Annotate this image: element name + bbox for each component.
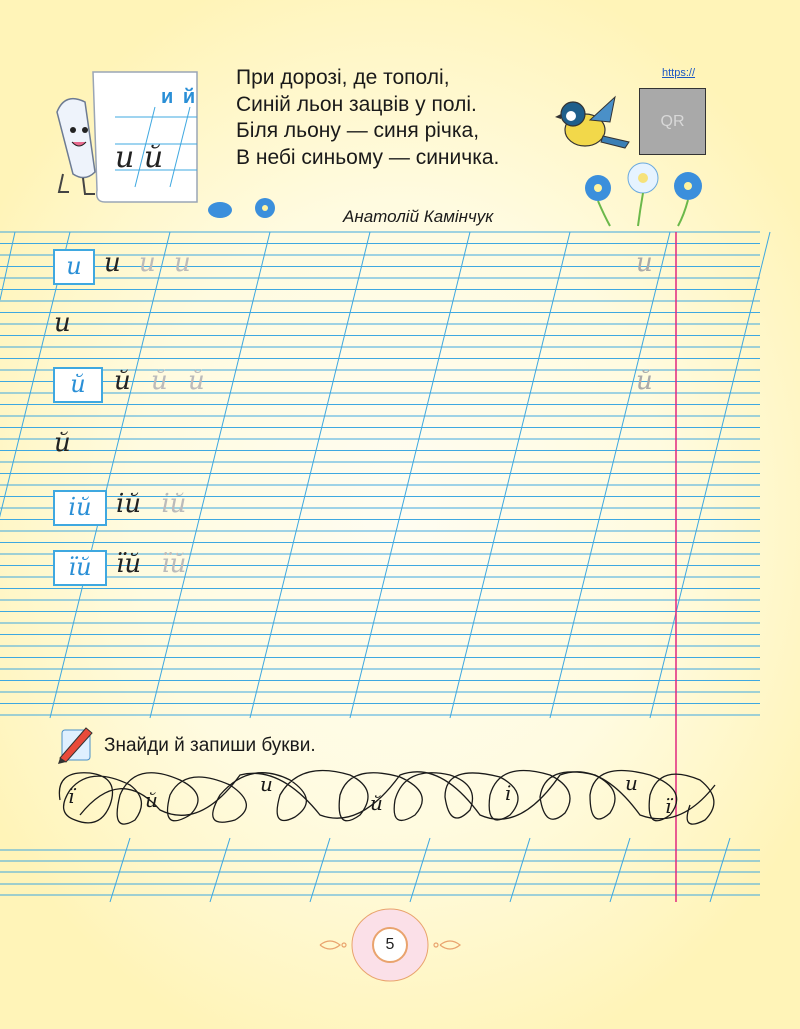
tangle-letter: и <box>260 772 273 796</box>
slant-line <box>510 838 530 902</box>
poem-line: В небі синьому — синичка. <box>236 145 500 169</box>
slant-line <box>50 232 170 718</box>
written-letters <box>116 549 186 579</box>
written-letters <box>104 248 191 278</box>
written-letter: їй <box>116 549 142 579</box>
slant-line <box>450 232 570 718</box>
poem-line: При дорозі, де тополі, <box>236 66 450 89</box>
slant-line <box>650 232 770 718</box>
written-letters <box>116 489 186 519</box>
written-letter: и <box>104 248 121 278</box>
written-letter: ій <box>116 489 142 519</box>
written-letter: и <box>54 308 71 338</box>
script-letters: и й <box>115 140 164 175</box>
written-letters <box>114 366 205 396</box>
letter-sample-box: їй <box>53 550 107 586</box>
letter-tangle <box>50 755 730 835</box>
tracing-letter: їй <box>161 549 187 579</box>
letter-sample-box: ій <box>53 490 107 526</box>
tracing-letter: и <box>174 248 191 278</box>
slant-line <box>150 232 270 718</box>
tracing-letter: и <box>139 248 156 278</box>
slant-line <box>710 838 730 902</box>
poem-line: Біля льону — синя річка, <box>236 119 480 142</box>
slant-line <box>550 232 670 718</box>
bird-icon <box>555 92 635 157</box>
slant-line <box>410 838 430 902</box>
qr-label: QR <box>660 112 685 130</box>
tracing-letter: й <box>151 366 168 396</box>
written-letter: й <box>54 428 71 458</box>
slant-line <box>0 232 70 718</box>
row-end-letter: и <box>636 248 653 278</box>
tangle-letter: й <box>370 791 383 815</box>
written-letter: й <box>114 366 131 396</box>
letter-sample-box: и <box>53 249 95 285</box>
slant-line <box>610 838 630 902</box>
qr-code[interactable] <box>639 88 706 155</box>
tangle-letter: і <box>505 781 512 805</box>
task-instruction: Знайди й запиши букви. <box>104 735 316 756</box>
letter-sample-box: й <box>53 367 103 403</box>
poem-author: Анатолій Камінчук <box>343 207 494 226</box>
flower-icon <box>580 160 710 230</box>
slant-line <box>350 232 470 718</box>
poem <box>236 65 499 171</box>
letter-card <box>55 62 205 212</box>
tangle-letter: и <box>625 771 638 795</box>
tangle-letter: ї <box>665 794 672 818</box>
slant-line <box>110 838 130 902</box>
slant-line <box>210 838 230 902</box>
tracing-letter: й <box>188 366 205 396</box>
scroll-mascot-icon <box>57 99 95 194</box>
print-letters: и й <box>161 86 198 108</box>
slant-line <box>250 232 370 718</box>
tracing-letter: ій <box>161 489 187 519</box>
page-number: 5 <box>372 927 408 963</box>
flower-icon <box>205 195 300 225</box>
poem-line: Синій льон зацвів у полі. <box>236 92 477 116</box>
tangle-letter: й <box>145 788 158 812</box>
row-end-letter: й <box>636 366 653 396</box>
qr-link[interactable]: https:// <box>662 67 696 79</box>
slant-line <box>310 838 330 902</box>
tangle-letter: ї <box>68 784 75 808</box>
